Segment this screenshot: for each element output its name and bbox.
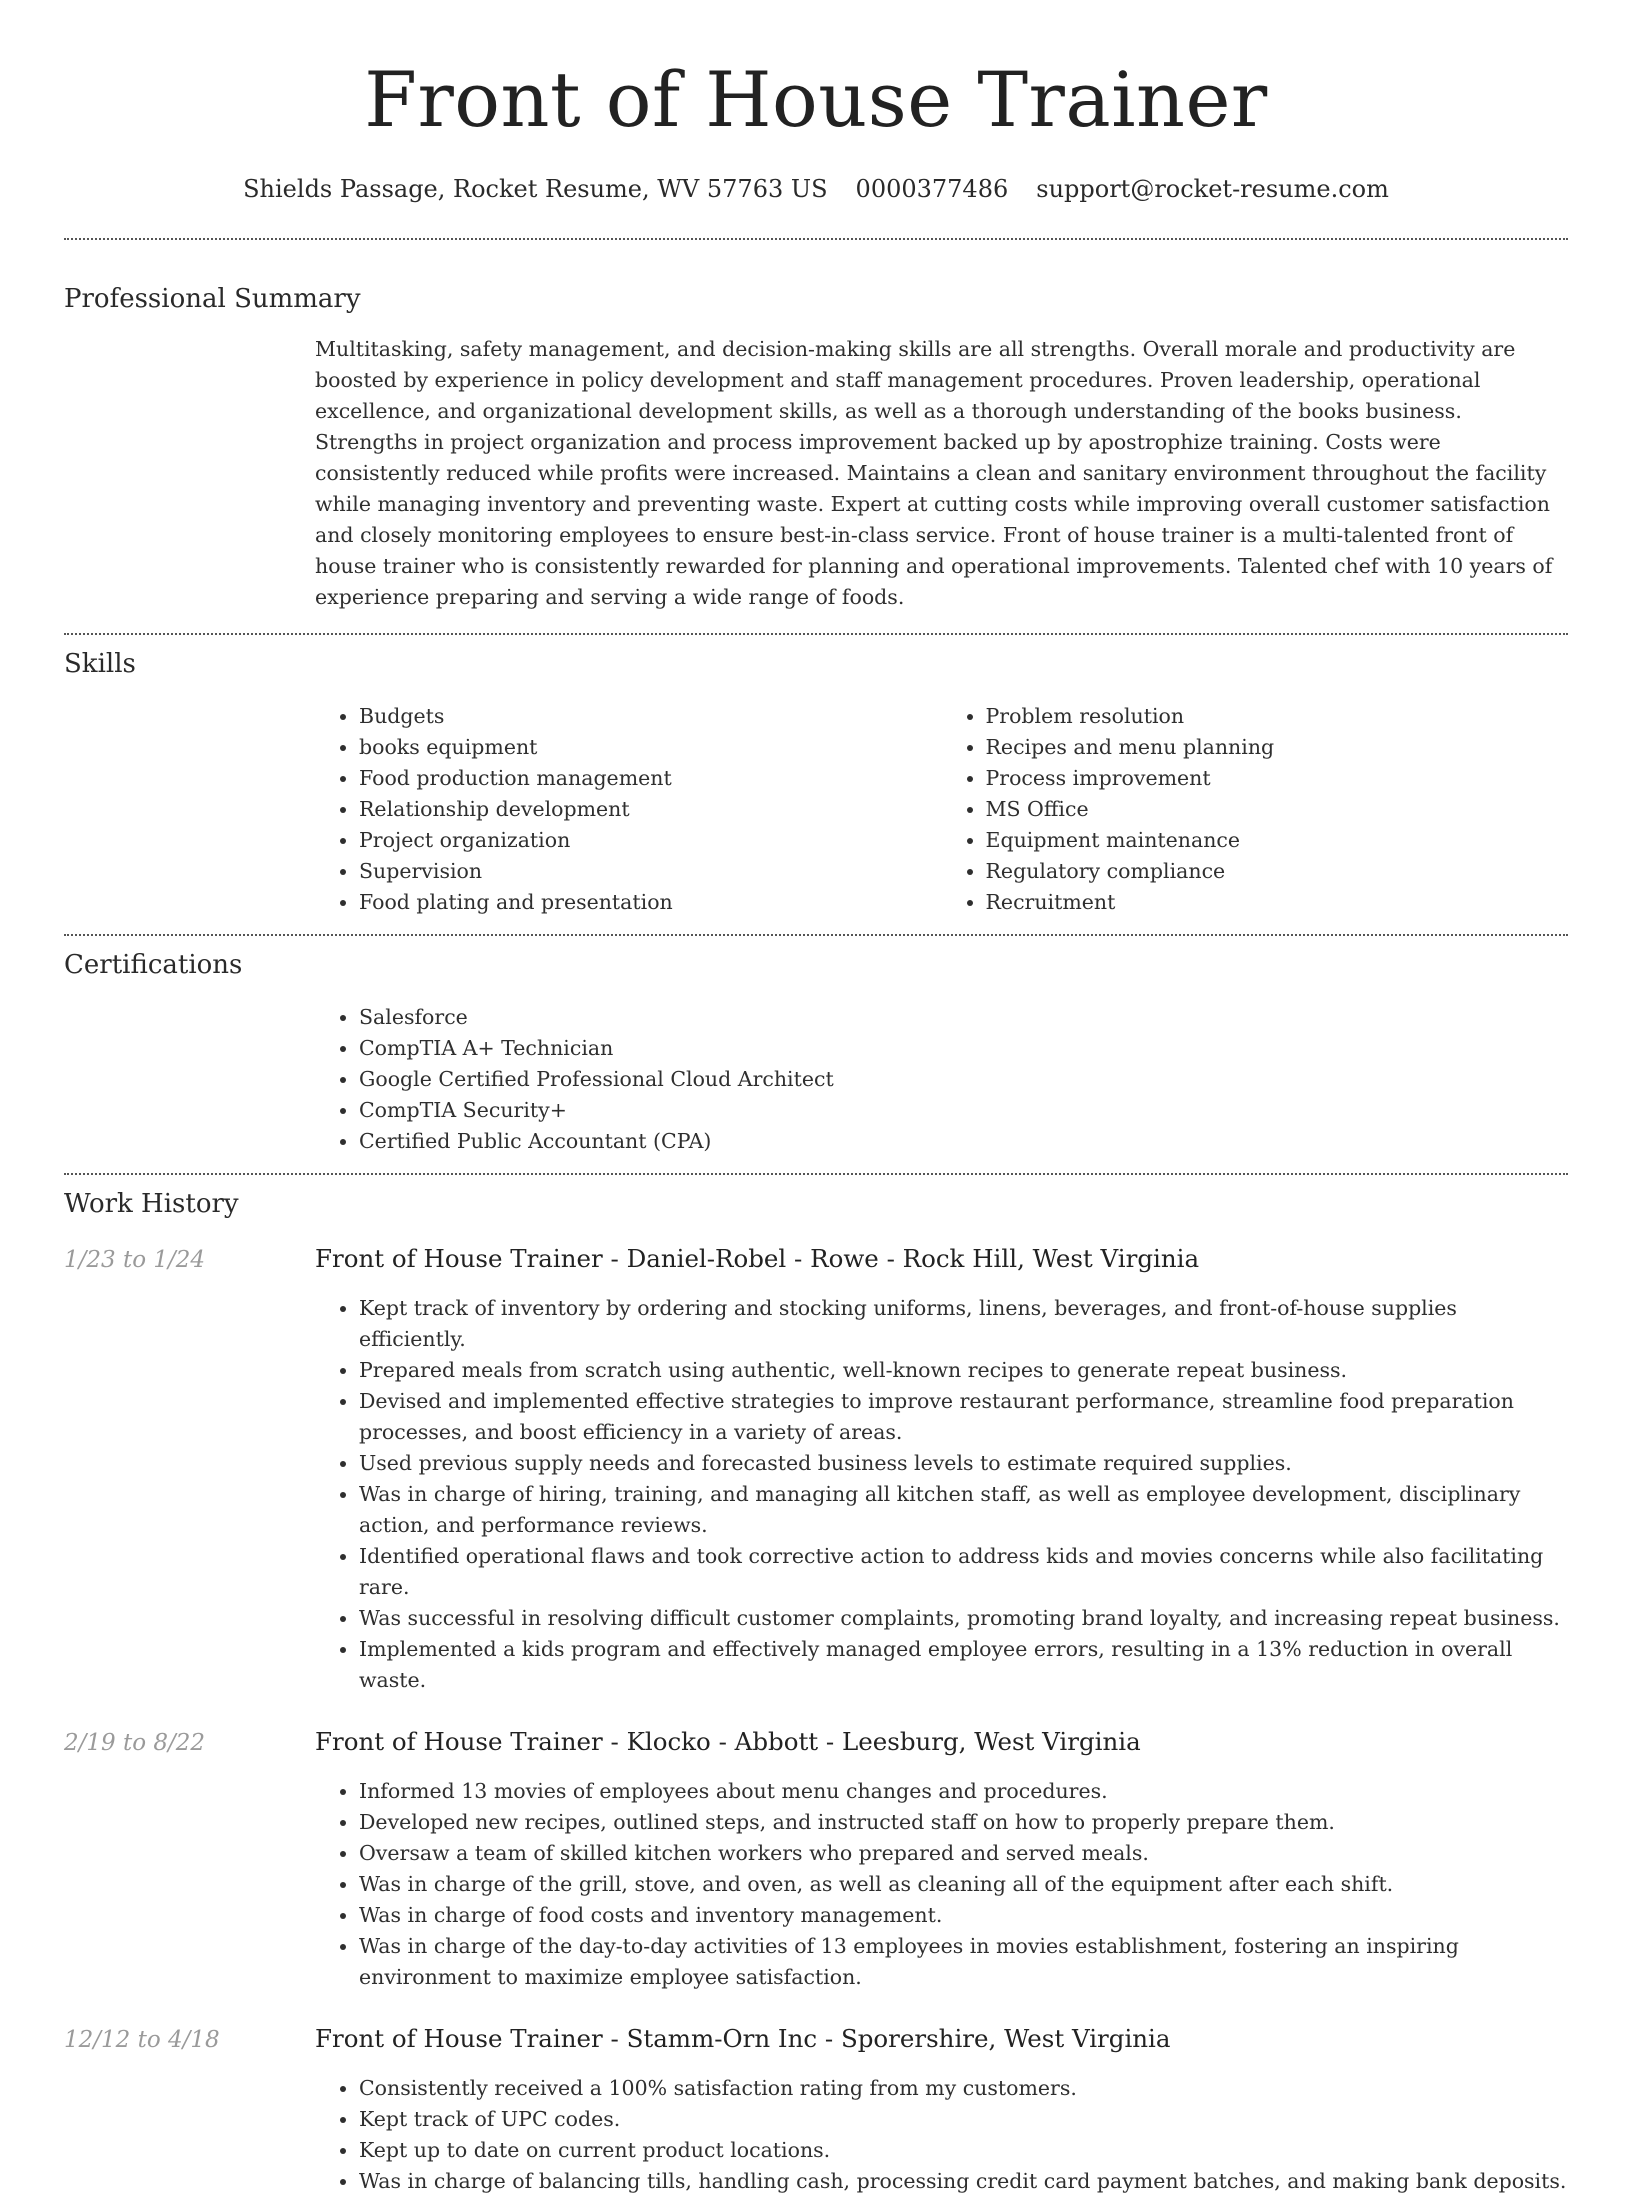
- contact-phone: 0000377486: [855, 175, 1009, 203]
- skill-item: • Budgets: [359, 701, 942, 732]
- resume-page: [64, 0, 1568, 2197]
- skill-item: • Food production management: [359, 763, 942, 794]
- skill-item: • Relationship development: [359, 794, 942, 825]
- skill-item: • Process improvement: [986, 763, 1569, 794]
- job-bullets: [315, 1776, 1568, 1993]
- job-bullet: • Prepared meals from scratch using authentic, well-known recipes to generate repeat business.: [359, 1355, 1568, 1386]
- contact-line: [64, 174, 1568, 204]
- contact-address: Shields Passage, Rocket Resume, WV 57763 US: [243, 175, 828, 203]
- skill-item: • Recruitment: [986, 887, 1569, 918]
- job-bullet: • Was in charge of the grill, stove, and oven, as well as cleaning all of the equipment after each shift.: [359, 1869, 1568, 1900]
- skill-item: • Equipment maintenance: [986, 825, 1569, 856]
- skill-item: • Project organization: [359, 825, 942, 856]
- job-date: 12/12 to 4/18: [64, 2027, 220, 2053]
- job-bullet: • Was in charge of hiring, training, and managing all kitchen staff, as well as employee development, disciplinary action, and performance reviews.: [359, 1479, 1568, 1541]
- contact-email: support@rocket-resume.com: [1036, 175, 1389, 203]
- job-bullet: • Kept track of UPC codes.: [359, 2104, 1568, 2135]
- certification-item: • Google Certified Professional Cloud Architect: [359, 1064, 1568, 1095]
- certification-item: • CompTIA A+ Technician: [359, 1033, 1568, 1064]
- job-bullet: • Kept up to date on current product locations.: [359, 2135, 1568, 2166]
- certification-item: • CompTIA Security+: [359, 1095, 1568, 1126]
- job-bullet: • Informed 13 movies of employees about menu changes and procedures.: [359, 1776, 1568, 1807]
- job-date: 1/23 to 1/24: [64, 1247, 206, 1273]
- divider: [64, 1173, 1568, 1175]
- job-bullet: • Was in charge of the day-to-day activities of 13 employees in movies establishment, fostering an inspiring environment to maximize employee satisfaction.: [359, 1931, 1568, 1993]
- job-title: Front of House Trainer - Daniel-Robel - Rowe - Rock Hill, West Virginia: [315, 1244, 1200, 1273]
- skills-column-left: [315, 701, 942, 918]
- job-bullet: • Implemented a kids program and effectively managed employee errors, resulting in a 13% reduction in overall waste.: [359, 1634, 1568, 1696]
- job-entry: [64, 2023, 1568, 2197]
- job-entry: [64, 1726, 1568, 1993]
- job-bullet: • Identified operational flaws and took corrective action to address kids and movies concerns while also facilitating rare.: [359, 1541, 1568, 1603]
- job-bullets: [315, 2073, 1568, 2197]
- section-title-certifications: Certifications: [64, 950, 243, 980]
- job-title: Front of House Trainer - Klocko - Abbott - Leesburg, West Virginia: [315, 1727, 1141, 1756]
- skill-item: • MS Office: [986, 794, 1569, 825]
- skill-item: • Recipes and menu planning: [986, 732, 1569, 763]
- certification-item: • Certified Public Accountant (CPA): [359, 1126, 1568, 1157]
- skill-item: • Supervision: [359, 856, 942, 887]
- summary-text: Multitasking, safety management, and decision-making skills are all strengths. Overall morale and productivity are boosted by experience in policy development and staff management procedures. Proven leadership, operational excellence, and organizational development skills, as well as a thorough understanding of the books business. Strengths in project organization and process improvement backed up by apostrophize training. Costs were consistently reduced while profits were increased. Maintains a clean and sanitary environment throughout the facility while managing inventory and preventing waste. Expert at cutting costs while improving overall customer satisfaction and closely monitoring employees to ensure best-in-class service. Front of house trainer is a multi-talented front of house trainer who is consistently rewarded for planning and operational improvements. Talented chef with 10 years of experience preparing and serving a wide range of foods.: [315, 337, 1553, 609]
- divider: [64, 934, 1568, 936]
- skills-list: [315, 701, 1568, 918]
- job-bullet: • Developed new recipes, outlined steps, and instructed staff on how to properly prepare them.: [359, 1807, 1568, 1838]
- job-bullet: • Was in charge of balancing tills, handling cash, processing credit card payment batches, and making bank deposits.: [359, 2166, 1568, 2197]
- skill-item: • Problem resolution: [986, 701, 1569, 732]
- job-entry: [64, 1243, 1568, 1696]
- candidate-name: Front of House Trainer: [364, 55, 1268, 144]
- skills-column-right: [942, 701, 1569, 918]
- section-title-work-history: Work History: [64, 1189, 239, 1219]
- skill-item: • books equipment: [359, 732, 942, 763]
- job-date: 2/19 to 8/22: [64, 1730, 206, 1756]
- job-bullet: • Oversaw a team of skilled kitchen workers who prepared and served meals.: [359, 1838, 1568, 1869]
- section-title-skills: Skills: [64, 649, 136, 679]
- job-bullet: • Was in charge of food costs and inventory management.: [359, 1900, 1568, 1931]
- job-title: Front of House Trainer - Stamm-Orn Inc - Sporershire, West Virginia: [315, 2024, 1171, 2053]
- job-bullet: • Used previous supply needs and forecasted business levels to estimate required supplies.: [359, 1448, 1568, 1479]
- skill-item: • Food plating and presentation: [359, 887, 942, 918]
- divider: [64, 633, 1568, 635]
- certifications-list: [315, 1002, 1568, 1157]
- job-bullet: • Was successful in resolving difficult customer complaints, promoting brand loyalty, and increasing repeat business.: [359, 1603, 1568, 1634]
- job-bullet: • Consistently received a 100% satisfaction rating from my customers.: [359, 2073, 1568, 2104]
- certification-item: • Salesforce: [359, 1002, 1568, 1033]
- divider: [64, 238, 1568, 240]
- job-bullets: [315, 1293, 1568, 1696]
- skill-item: • Regulatory compliance: [986, 856, 1569, 887]
- section-title-summary: Professional Summary: [64, 284, 361, 314]
- job-bullet: • Devised and implemented effective strategies to improve restaurant performance, streamline food preparation processes, and boost efficiency in a variety of areas.: [359, 1386, 1568, 1448]
- job-bullet: • Kept track of inventory by ordering and stocking uniforms, linens, beverages, and front-of-house supplies efficiently.: [359, 1293, 1568, 1355]
